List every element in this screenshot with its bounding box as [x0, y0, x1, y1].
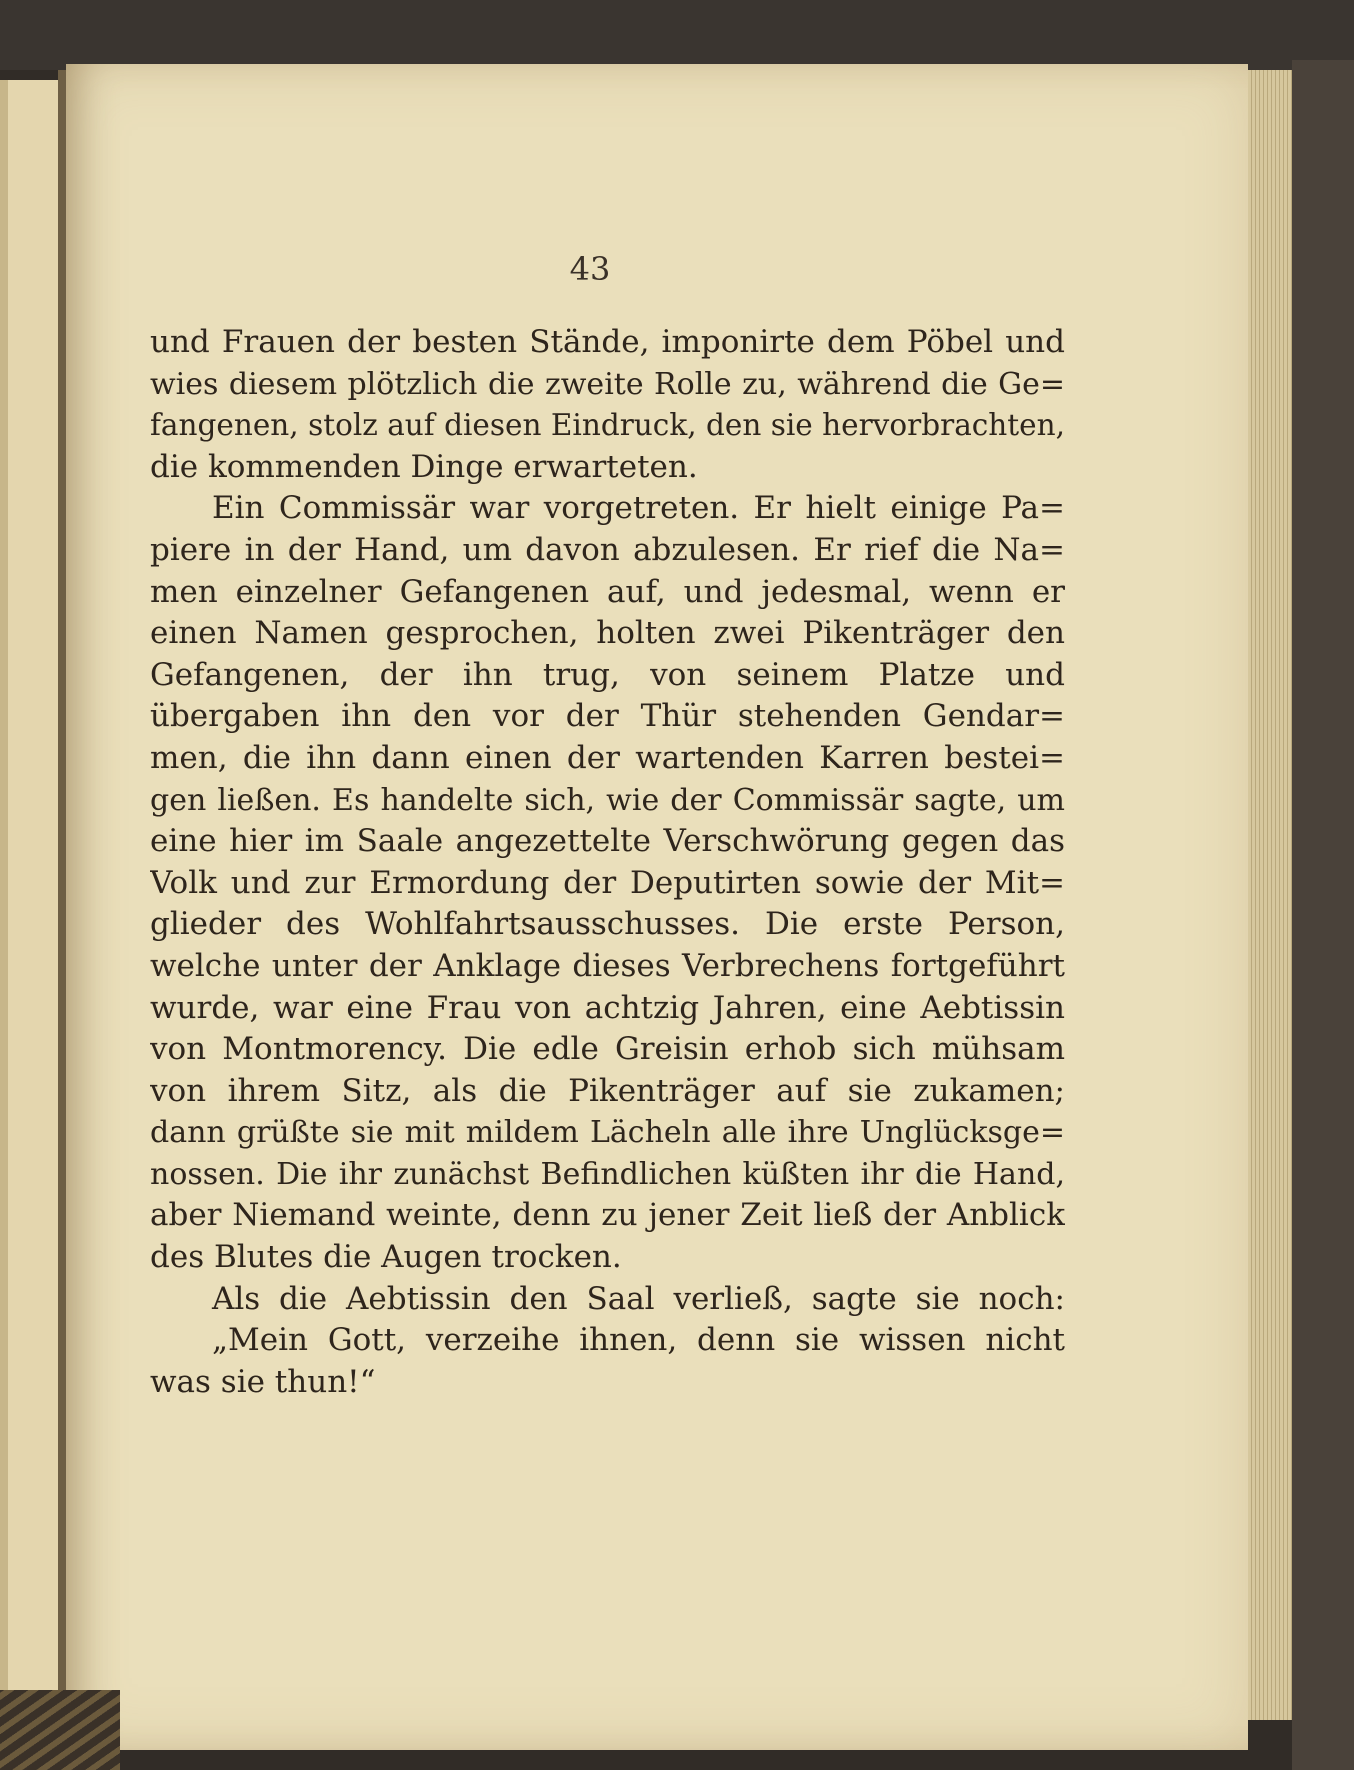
book-cover-top-edge — [0, 0, 1354, 70]
text-line: „Mein Gott, verzeihe ihnen, denn sie wissen nicht — [212, 1322, 1065, 1359]
left-page-margin — [0, 80, 8, 1760]
text-line: von ihrem Sitz, als die Pikenträger auf sie zukamen; — [150, 1072, 1065, 1109]
body-text — [150, 322, 1065, 1403]
left-page-edge — [0, 80, 60, 1760]
text-line: Ein Commissär war vorgetreten. Er hielt einige Pa= — [212, 490, 1065, 527]
text-line: piere in der Hand, um davon abzulesen. Er rief die Na= — [150, 531, 1065, 568]
text-line: men einzelner Gefangenen auf, und jedesmal, wenn er — [150, 573, 1065, 610]
text-line: übergaben ihn den vor der Thür stehenden Gendar= — [150, 698, 1065, 735]
book-cover-right — [1292, 60, 1354, 1770]
text-line: von Montmorency. Die edle Greisin erhob sich mühsam — [150, 1031, 1065, 1068]
text-line: wies diesem plötzlich die zweite Rolle zu, während die Ge= — [150, 366, 1065, 402]
text-line: einen Namen gesprochen, holten zwei Pikenträger den — [150, 615, 1065, 652]
text-line: was sie thun!“ — [150, 1363, 376, 1400]
text-line: Gefangenen, der ihn trug, von seinem Platze und — [150, 656, 1065, 693]
bookmark-ribbon — [0, 1690, 120, 1770]
text-line: dann grüßte sie mit mildem Lächeln alle ihre Unglücksge= — [150, 1115, 1065, 1151]
text-line: wurde, war eine Frau von achtzig Jahren, eine Aebtissin — [150, 989, 1065, 1026]
text-line: des Blutes die Augen trocken. — [150, 1239, 622, 1276]
text-line: Als die Aebtissin den Saal verließ, sagte sie noch: — [212, 1280, 1065, 1317]
text-line: eine hier im Saale angezettelte Verschwörung gegen das — [150, 823, 1065, 860]
text-line: Volk und zur Ermordung der Deputirten sowie der Mit= — [150, 864, 1065, 901]
text-line: nossen. Die ihr zunächst Befindlichen küßten ihr die Hand, — [150, 1156, 1065, 1192]
text-line: welche unter der Anklage dieses Verbrechens fortgeführt — [150, 947, 1065, 984]
text-line: die kommenden Dinge erwarteten. — [150, 448, 698, 485]
text-line: fangenen, stolz auf diesen Eindruck, den sie hervorbrachten, — [150, 408, 1065, 443]
text-line: men, die ihn dann einen der wartenden Karren bestei= — [150, 739, 1065, 776]
page-stack-edge — [1248, 70, 1294, 1720]
text-line: und Frauen der besten Stände, imponirte dem Pöbel und — [150, 324, 1065, 360]
text-line: aber Niemand weinte, denn zu jener Zeit ließ der Anblick — [150, 1197, 1065, 1234]
page-number: 43 — [569, 250, 611, 288]
text-line: glieder des Wohlfahrtsausschusses. Die erste Person, — [150, 906, 1065, 943]
text-line: gen ließen. Es handelte sich, wie der Commissär sagte, um — [150, 782, 1065, 818]
